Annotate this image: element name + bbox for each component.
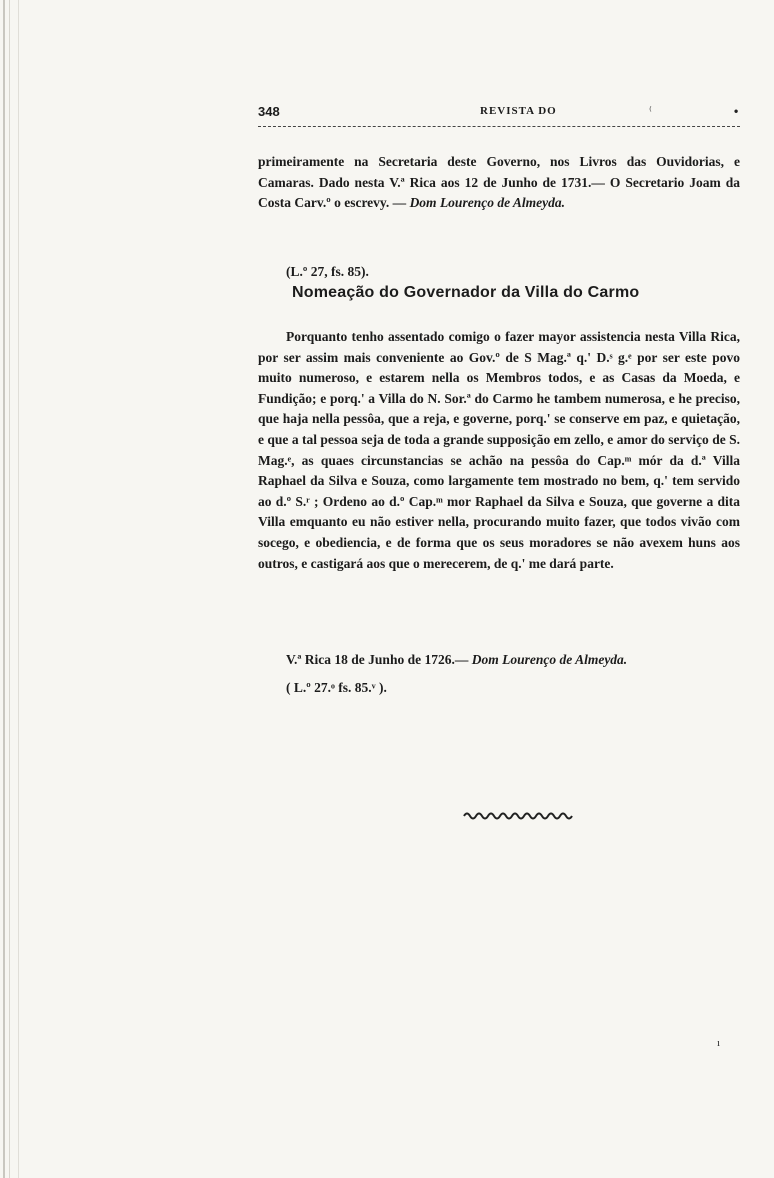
running-header xyxy=(258,104,740,124)
scan-edge-line xyxy=(9,0,10,1178)
header-bullet: • xyxy=(734,104,739,118)
end-flourish-icon xyxy=(462,810,582,822)
closing-line xyxy=(286,652,627,668)
document-page xyxy=(258,104,740,124)
page-number: 348 xyxy=(258,104,280,119)
running-title: REVISTA DO xyxy=(480,105,557,117)
scan-edge-shadow xyxy=(3,0,5,1178)
header-mark: ⁽ xyxy=(649,104,652,118)
archive-reference: (L.º 27, fs. 85). xyxy=(286,264,369,279)
header-rule xyxy=(258,126,740,127)
decree-paragraph: Porquanto tenho assentado comigo o fazer mayor assistencia nesta Villa Rica, por ser assim mais conveniente ao Gov.º de S Mag.ª q.' D.ˢ g.ᵉ por ser este povo muito numeroso, e estarem nella os Membros todos, e as Casas da Moeda, e Fundição; e porq.' a Villa do N. Sor.ª do Carmo he tambem numerosa, e he preciso, que haja nella pessôa, que a reja, e governe, porq.' se conserve em paz, e quietação, e que a tal pessoa seja de toda a grande supposição em zello, e amor do serviço de S. Mag.ᵉ, as quaes circunstancias se achão na pessôa do Cap.ᵐ mór da d.ª Villa Raphael da Silva e Souza, como largamente tem mostrado no bem, q.' tem servido ao d.º S.ʳ ; Ordeno ao d.º Cap.ᵐ mor Raphael da Silva e Souza, que governe a dita Villa emquanto eu não estiver nella, procurando muito fazer, que todos vivão com socego, e obediencia, e de forma que os seus moradores se não avexem huns aos outros, e castigará aos que o merecerem, de q.' me dará parte. xyxy=(258,329,740,571)
closing-place-date: V.ª Rica 18 de Junho de 1726.— xyxy=(286,652,472,667)
paragraph-continuation xyxy=(258,152,740,214)
paragraph-continuation-text: primeiramente na Secretaria deste Governo, nos Livros das Ouvidorias, e Camaras. Dado nesta V.ª Rica aos 12 de Junho de 1731.— O Secretario Joam da Costa Carv.º o escrevy. — xyxy=(258,154,740,211)
closing-signature: Dom Lourenço de Almeyda. xyxy=(471,652,628,667)
scan-edge-line-inner xyxy=(18,0,19,1178)
section-heading: Nomeação do Governador da Villa do Carmo xyxy=(292,284,640,301)
archive-reference-2: ( L.º 27.ᵒ fs. 85.ᵛ ). xyxy=(286,680,387,695)
stray-mark: ı xyxy=(717,1037,721,1049)
paragraph-signature: Dom Lourenço de Almeyda. xyxy=(409,195,566,211)
